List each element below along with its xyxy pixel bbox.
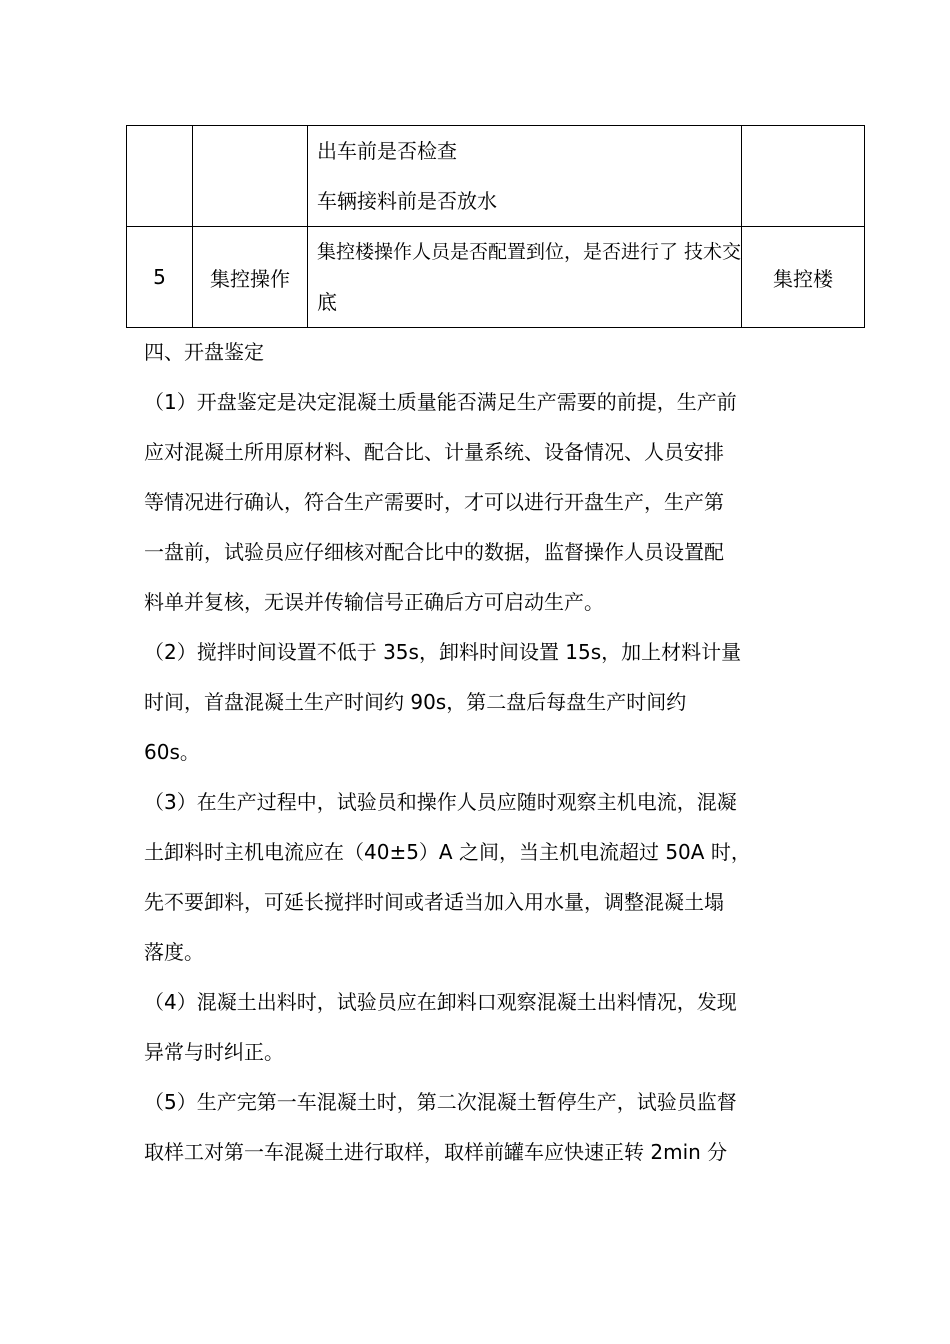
content-line: 出车前是否检查 — [317, 139, 457, 163]
cell-location — [742, 126, 865, 227]
cell-content — [308, 126, 742, 227]
content-line: 车辆接料前是否放水 — [317, 189, 497, 213]
cell-location: 集控楼 — [742, 227, 865, 328]
paragraph-1 — [144, 377, 824, 627]
cell-content — [308, 227, 742, 328]
text-line: 等情况进行确认，符合生产需要时，才可以进行开盘生产，生产第 — [144, 490, 724, 514]
paragraph-4 — [144, 977, 824, 1077]
text-line: 料单并复核，无误并传输信号正确后方可启动生产。 — [144, 590, 604, 614]
cell-no: 5 — [127, 227, 193, 328]
paragraph-5 — [144, 1077, 824, 1177]
text-line: 异常与时纠正。 — [144, 1040, 284, 1064]
text-line: 60s。 — [144, 740, 200, 764]
text-line: （3）在生产过程中，试验员和操作人员应随时观察主机电流，混凝 — [144, 790, 737, 814]
text-line: 土卸料时主机电流应在（40±5）A 之间，当主机电流超过 50A 时， — [144, 840, 751, 864]
text-line: （5）生产完第一车混凝土时，第二次混凝土暂停生产，试验员监督 — [144, 1090, 737, 1114]
text-line: 应对混凝土所用原材料、配合比、计量系统、设备情况、人员安排 — [144, 440, 724, 464]
cell-item: 集控操作 — [193, 227, 308, 328]
text-line: 落度。 — [144, 940, 204, 964]
section-body — [144, 327, 824, 1177]
text-line: 一盘前，试验员应仔细核对配合比中的数据，监督操作人员设置配 — [144, 540, 724, 564]
paragraph-3 — [144, 777, 824, 977]
text-line: 取样工对第一车混凝土进行取样，取样前罐车应快速正转 2min 分 — [144, 1140, 728, 1164]
text-line: （4）混凝土出料时，试验员应在卸料口观察混凝土出料情况，发现 — [144, 990, 737, 1014]
inspection-table — [126, 125, 865, 328]
text-line: 时间，首盘混凝土生产时间约 90s，第二盘后每盘生产时间约 — [144, 690, 687, 714]
cell-item — [193, 126, 308, 227]
paragraph-2 — [144, 627, 824, 777]
cell-no — [127, 126, 193, 227]
text-line: （1）开盘鉴定是决定混凝土质量能否满足生产需要的前提，生产前 — [144, 390, 737, 414]
table-row — [127, 126, 865, 227]
content-line: 集控楼操作人员是否配置到位，是否进行了 技术交 — [317, 241, 742, 263]
section-heading: 四、开盘鉴定 — [144, 340, 264, 364]
text-line: 先不要卸料，可延长搅拌时间或者适当加入用水量，调整混凝土塌 — [144, 890, 724, 914]
content-line: 底 — [317, 290, 337, 314]
table-row — [127, 227, 865, 328]
text-line: （2）搅拌时间设置不低于 35s，卸料时间设置 15s，加上材料计量 — [144, 640, 742, 664]
